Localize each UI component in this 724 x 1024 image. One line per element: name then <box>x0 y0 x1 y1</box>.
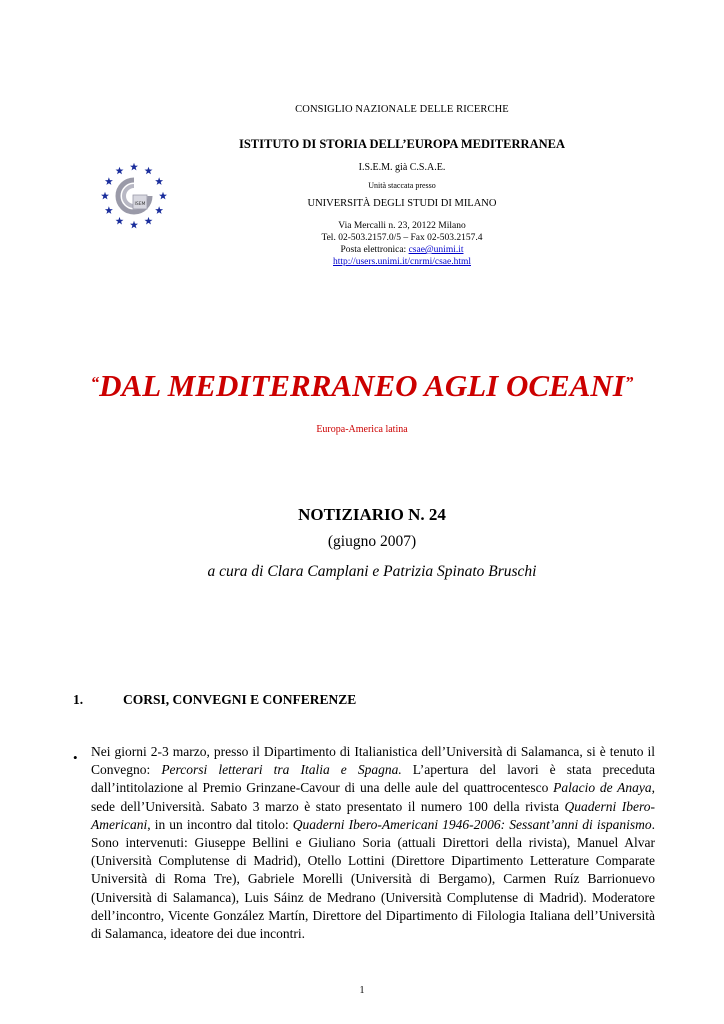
star-icon <box>101 192 109 200</box>
address-line: Via Mercalli n. 23, 20122 Milano <box>338 221 466 231</box>
star-icon <box>155 177 163 185</box>
star-icon <box>116 217 124 225</box>
phone-line: Tel. 02-503.2157.0/5 – Fax 02-503.2157.4 <box>321 233 483 243</box>
para-text-3: , sede dell’Università. Sabato 3 marzo è stato presentato il numero 100 della rivista <box>91 780 655 814</box>
star-icon <box>130 221 138 229</box>
star-ring-logo-icon <box>97 162 171 232</box>
section-number: 1. <box>73 692 84 707</box>
email-line <box>150 244 654 256</box>
para-italic-1: Percorsi letterari tra Italia e Spagna. <box>161 762 402 778</box>
issue-curators: a cura di Clara Camplani e Patrizia Spinato Bruschi <box>207 563 537 580</box>
para-italic-2: Palacio de Anaya <box>553 780 652 796</box>
star-icon <box>155 206 163 214</box>
contact-block <box>150 220 654 268</box>
isem-logo <box>97 162 171 232</box>
para-italic-4: Quaderni Ibero-Americani 1946-2006: Sessant’anni di ispanismo <box>292 816 652 832</box>
page-number: 1 <box>359 985 365 996</box>
url-line <box>150 256 654 268</box>
star-icon <box>145 167 153 175</box>
issue-label: NOTIZIARIO N. 24 <box>298 505 446 524</box>
star-icon <box>145 217 153 225</box>
star-icon <box>116 167 124 175</box>
title-text: DAL MEDITERRANEO AGLI OCEANI <box>99 368 625 403</box>
title-open-quote: “ <box>90 373 100 392</box>
university-name: UNIVERSITÀ DEGLI STUDI DI MILANO <box>307 198 497 209</box>
bullet-icon: • <box>73 750 78 765</box>
para-text-2: L’apertura del lavori è stata preceduta dall’intitolazione al Premio Grinzane-Cavour di una delle aule del quattrocentesco <box>91 762 655 796</box>
unit-note: Unità staccata presso <box>368 181 436 190</box>
news-paragraph <box>91 743 655 943</box>
para-text-4: , in un incontro dal titolo: <box>147 816 293 832</box>
institute-acronym: I.S.E.M. già C.S.A.E. <box>358 162 446 173</box>
website-link[interactable]: http://users.unimi.it/cnrmi/csae.html <box>333 257 471 267</box>
cnr-heading: CONSIGLIO NAZIONALE DELLE RICERCHE <box>295 104 509 115</box>
issue-date: (giugno 2007) <box>327 533 417 550</box>
cnr-emblem-icon <box>118 180 150 212</box>
email-label: Posta elettronica: <box>340 245 409 255</box>
email-link[interactable]: csae@unimi.it <box>408 245 464 255</box>
logo-label: ISEM <box>134 202 146 207</box>
newsletter-subtitle: Europa-America latina <box>316 424 408 435</box>
newsletter-title <box>0 368 724 404</box>
institute-name: ISTITUTO DI STORIA DELL’EUROPA MEDITERRANEA <box>238 137 565 151</box>
title-close-quote: ” <box>624 373 634 392</box>
star-icon <box>105 206 113 214</box>
star-icon <box>159 192 167 200</box>
para-italic-3: Quaderni Ibero-Americani <box>91 798 656 832</box>
section-title: CORSI, CONVEGNI E CONFERENZE <box>123 692 357 707</box>
para-text-1: Nei giorni 2-3 marzo, presso il Dipartimento di Italianistica dell’Università di Salamanca, si è tenuto il Convegno: <box>91 744 655 778</box>
para-text-5: . Sono intervenuti: Giuseppe Bellini e Giuliano Soria (attuali Direttori della rivista), Manuel Alvar (Università Complutense di Madrid), Otello Lottini (Direttore Dipartimento Letterature Comparate Università di Roma Tre), Gabriele Morelli (Università di Bergamo), Carmen Ruíz Barrionuevo (Università di Salamanca), Luis Sáinz de Medrano (Università Complutense di Madrid). Moderatore dell’incontro, Vicente González Martín, Direttore del Dipartimento di Filologia Italiana dell’Università di Salamanca, ideatore dei due incontri. <box>91 816 655 942</box>
star-icon <box>130 163 138 171</box>
star-icon <box>105 177 113 185</box>
